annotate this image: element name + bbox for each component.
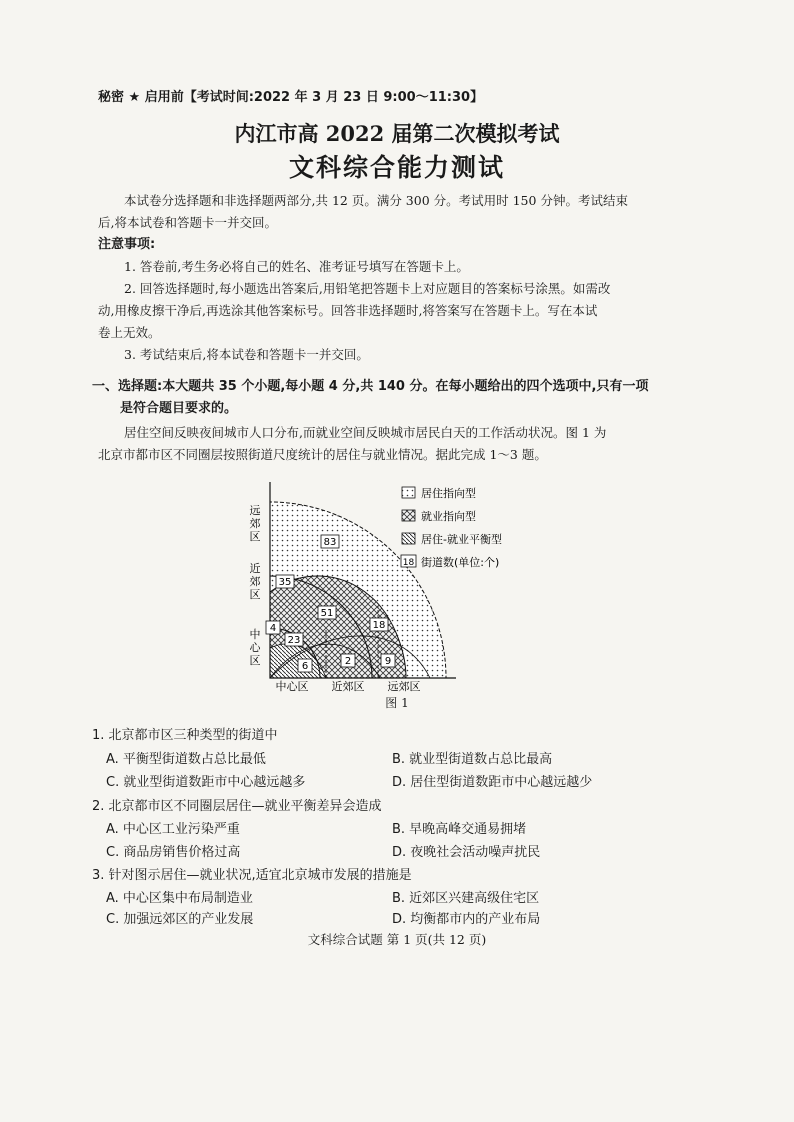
note-2-line-2: 动,用橡皮擦干净后,再选涂其他答案标号。回答非选择题时,将答案写在答题卡上。写在本试 xyxy=(98,303,598,318)
value-box-employment-far xyxy=(370,618,388,631)
y-label-near-c2: 郊 xyxy=(249,575,261,588)
question-3-option-a: A. 中心区集中布局制造业 xyxy=(106,891,253,906)
material-line-2: 北京市都市区不同圈层按照街道尺度统计的居住与就业情况。据此完成 1～3 题。 xyxy=(98,447,547,462)
exam-subtitle: 文科综合能力测试 xyxy=(288,153,505,182)
notes-heading: 注意事项: xyxy=(98,237,156,252)
y-label-center xyxy=(250,627,262,667)
question-2-option-a: A. 中心区工业污染严重 xyxy=(106,822,240,837)
legend-residential-label: 居住指向型 xyxy=(421,487,476,500)
value-balance-near: 2 xyxy=(344,656,352,667)
value-employment-far: 18 xyxy=(372,620,386,631)
section-1-heading xyxy=(92,376,702,420)
confidential-header: 秘密 ★ 启用前【考试时间:2022 年 3 月 23 日 9:00～11:30】 xyxy=(98,90,484,105)
notes-block xyxy=(98,234,698,366)
value-box-employment-near xyxy=(318,606,336,619)
x-label-near: 近郊区 xyxy=(331,680,365,693)
value-employment-center: 23 xyxy=(287,635,301,646)
y-label-near-c3: 区 xyxy=(249,588,261,601)
y-label-center-c1: 中 xyxy=(249,628,261,641)
y-label-center-c3: 区 xyxy=(249,654,261,667)
legend-balance-label: 居住-就业平衡型 xyxy=(421,533,502,546)
question-1-stem: 1. 北京都市区三种类型的街道中 xyxy=(92,728,278,743)
value-residential-far: 83 xyxy=(323,537,337,548)
value-residential-near: 35 xyxy=(278,577,292,588)
material-text xyxy=(98,422,698,466)
value-box-residential-near xyxy=(276,575,294,588)
value-box-employment-center xyxy=(285,633,303,646)
legend-item-balance xyxy=(402,532,502,546)
y-label-far-c1: 远 xyxy=(249,504,261,517)
value-box-balance-near xyxy=(341,654,355,667)
question-1-option-c: C. 就业型街道数距市中心越远越多 xyxy=(106,775,306,790)
y-label-far xyxy=(250,504,261,543)
y-label-far-c3: 区 xyxy=(249,530,261,543)
question-3-option-b: B. 近郊区兴建高级住宅区 xyxy=(392,891,540,906)
x-label-center: 中心区 xyxy=(275,680,309,693)
question-1-option-b: B. 就业型街道数占总比最高 xyxy=(392,752,553,767)
note-3: 3. 考试结束后,将本试卷和答题卡一并交回。 xyxy=(124,347,369,362)
y-label-far-c2: 郊 xyxy=(249,517,261,530)
question-2-option-c: C. 商品房销售价格过高 xyxy=(106,845,241,860)
legend-item-residential xyxy=(402,486,476,500)
question-3-option-d: D. 均衡都市内的产业布局 xyxy=(392,912,541,927)
legend xyxy=(401,486,502,569)
value-box-balance-center xyxy=(298,659,312,672)
y-label-center-c2: 心 xyxy=(249,641,261,654)
section-1-line-1: 一、选择题:本大题共 35 个小题,每小题 4 分,共 140 分。在每小题给出的四个选项中,只有一项 xyxy=(92,379,649,394)
figure-1-diagram xyxy=(230,478,670,694)
intro-line-1: 本试卷分选择题和非选择题两部分,共 12 页。满分 300 分。考试用时 150 分钟。考试结束 xyxy=(124,193,628,208)
section-1-line-2: 是符合题目要求的。 xyxy=(120,401,238,416)
question-2-option-d: D. 夜晚社会活动噪声扰民 xyxy=(392,845,541,860)
note-2-line-1: 2. 回答选择题时,每小题选出答案后,用铅笔把答题卡上对应题目的答案标号涂黑。如需改 xyxy=(124,281,611,296)
value-box-balance-far xyxy=(381,654,395,667)
note-1: 1. 答卷前,考生务必将自己的姓名、准考证号填写在答题卡上。 xyxy=(124,259,469,274)
question-1-option-d: D. 居住型街道数距市中心越远越少 xyxy=(392,775,593,790)
figure-caption: 图 1 xyxy=(385,696,409,710)
value-employment-near: 51 xyxy=(320,608,334,619)
note-2-line-3: 卷上无效。 xyxy=(98,325,161,340)
legend-count-sample: 18 xyxy=(402,558,415,568)
legend-count-label: 街道数(单位:个) xyxy=(421,556,500,569)
legend-item-count xyxy=(401,555,499,569)
question-2-stem: 2. 北京都市区不同圈层居住—就业平衡差异会造成 xyxy=(92,799,382,814)
y-label-near-c1: 近 xyxy=(249,562,261,575)
question-2-option-b: B. 早晚高峰交通易拥堵 xyxy=(392,822,527,837)
value-box-residential-center xyxy=(266,621,280,634)
question-3-stem: 3. 针对图示居住—就业状况,适宜北京城市发展的措施是 xyxy=(92,868,412,883)
value-residential-center: 4 xyxy=(269,623,277,634)
material-line-1: 居住空间反映夜间城市人口分布,而就业空间反映城市居民白天的工作活动状况。图 1 为 xyxy=(124,425,607,440)
value-box-residential-far xyxy=(321,535,339,548)
value-balance-center: 6 xyxy=(301,661,309,672)
intro-text xyxy=(98,190,698,234)
question-3-option-c: C. 加强远郊区的产业发展 xyxy=(106,912,254,927)
legend-item-employment xyxy=(402,509,476,523)
y-label-near xyxy=(250,562,261,601)
question-1-option-a: A. 平衡型街道数占总比最低 xyxy=(106,752,266,767)
legend-employment-label: 就业指向型 xyxy=(421,510,476,523)
intro-line-2: 后,将本试卷和答题卡一并交回。 xyxy=(98,215,277,230)
exam-title: 内江市高 2022 届第二次模拟考试 xyxy=(234,121,560,146)
value-balance-far: 9 xyxy=(384,656,392,667)
page-footer: 文科综合试题 第 1 页(共 12 页) xyxy=(307,932,487,947)
x-label-far: 远郊区 xyxy=(387,680,421,693)
